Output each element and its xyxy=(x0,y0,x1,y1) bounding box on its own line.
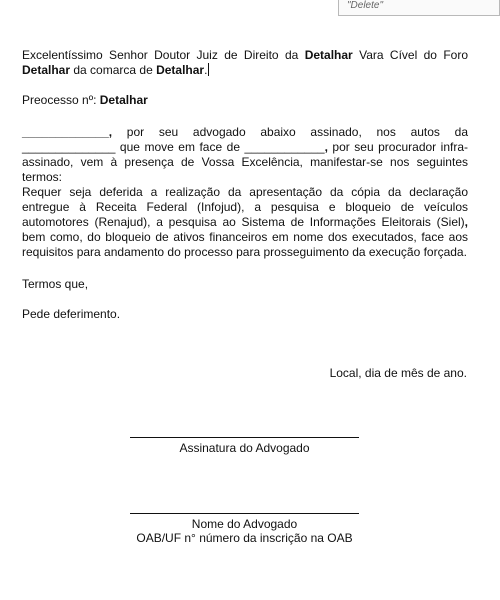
intro-paragraph xyxy=(22,125,468,185)
forum-field[interactable]: Detalhar xyxy=(22,63,71,77)
intro-text-1: por seu advogado abaixo assinado, nos autos da ______________ que move em face de ____________ xyxy=(22,125,468,154)
text-cursor xyxy=(208,63,209,76)
closing-request: Pede deferimento. xyxy=(22,307,121,321)
court-field[interactable]: Detalhar xyxy=(304,48,353,62)
closing-terms: Termos que, xyxy=(22,277,89,291)
process-label: Preocesso nº: xyxy=(22,93,100,107)
process-number-field[interactable]: Detalhar xyxy=(99,93,148,107)
request-comma: , xyxy=(464,215,468,229)
oab-number: OAB/UF n° número da inscrição na OAB xyxy=(136,531,353,545)
address-paragraph xyxy=(22,48,468,78)
party-blank[interactable]: _____________, xyxy=(22,125,113,139)
district-field[interactable]: Detalhar xyxy=(156,63,205,77)
place-date: Local, dia de mês de ano. xyxy=(329,366,467,380)
address-text-4: . xyxy=(204,63,208,77)
name-line xyxy=(130,513,359,514)
request-text-1: Requer seja deferida a realização da apresentação da cópia da declaração entregue à Receita Federal (Infojud), a pesquisa e bloqueio de veículos automotores (Renajud), a pesquisa ao Sistema de Informações Eleitorais (Siel) xyxy=(22,185,468,229)
request-text-2: bem como, do bloqueio de ativos financeiros em nome dos executados, face aos requisitos para andamento do processo para prosseguimento da execução forçada. xyxy=(22,230,468,259)
delete-hint-box xyxy=(338,0,500,16)
intro-comma: , xyxy=(324,140,328,154)
delete-hint-text: "Delete" xyxy=(347,0,384,11)
signature-line xyxy=(130,437,359,438)
signature-label: Assinatura do Advogado xyxy=(179,441,310,455)
lawyer-name: Nome do Advogado xyxy=(191,517,298,531)
process-line xyxy=(22,93,468,108)
intro-text-2: por seu procurador infra-assinado, vem à presença de Vossa Excelência, manifestar-se nos seguintes termos: xyxy=(22,140,468,184)
request-paragraph xyxy=(22,185,468,260)
address-text-3: da comarca de xyxy=(70,63,157,77)
address-text-1: Excelentíssimo Senhor Doutor Juiz de Direito da xyxy=(22,48,305,62)
address-text-2: Vara Cível do Foro xyxy=(352,48,468,62)
